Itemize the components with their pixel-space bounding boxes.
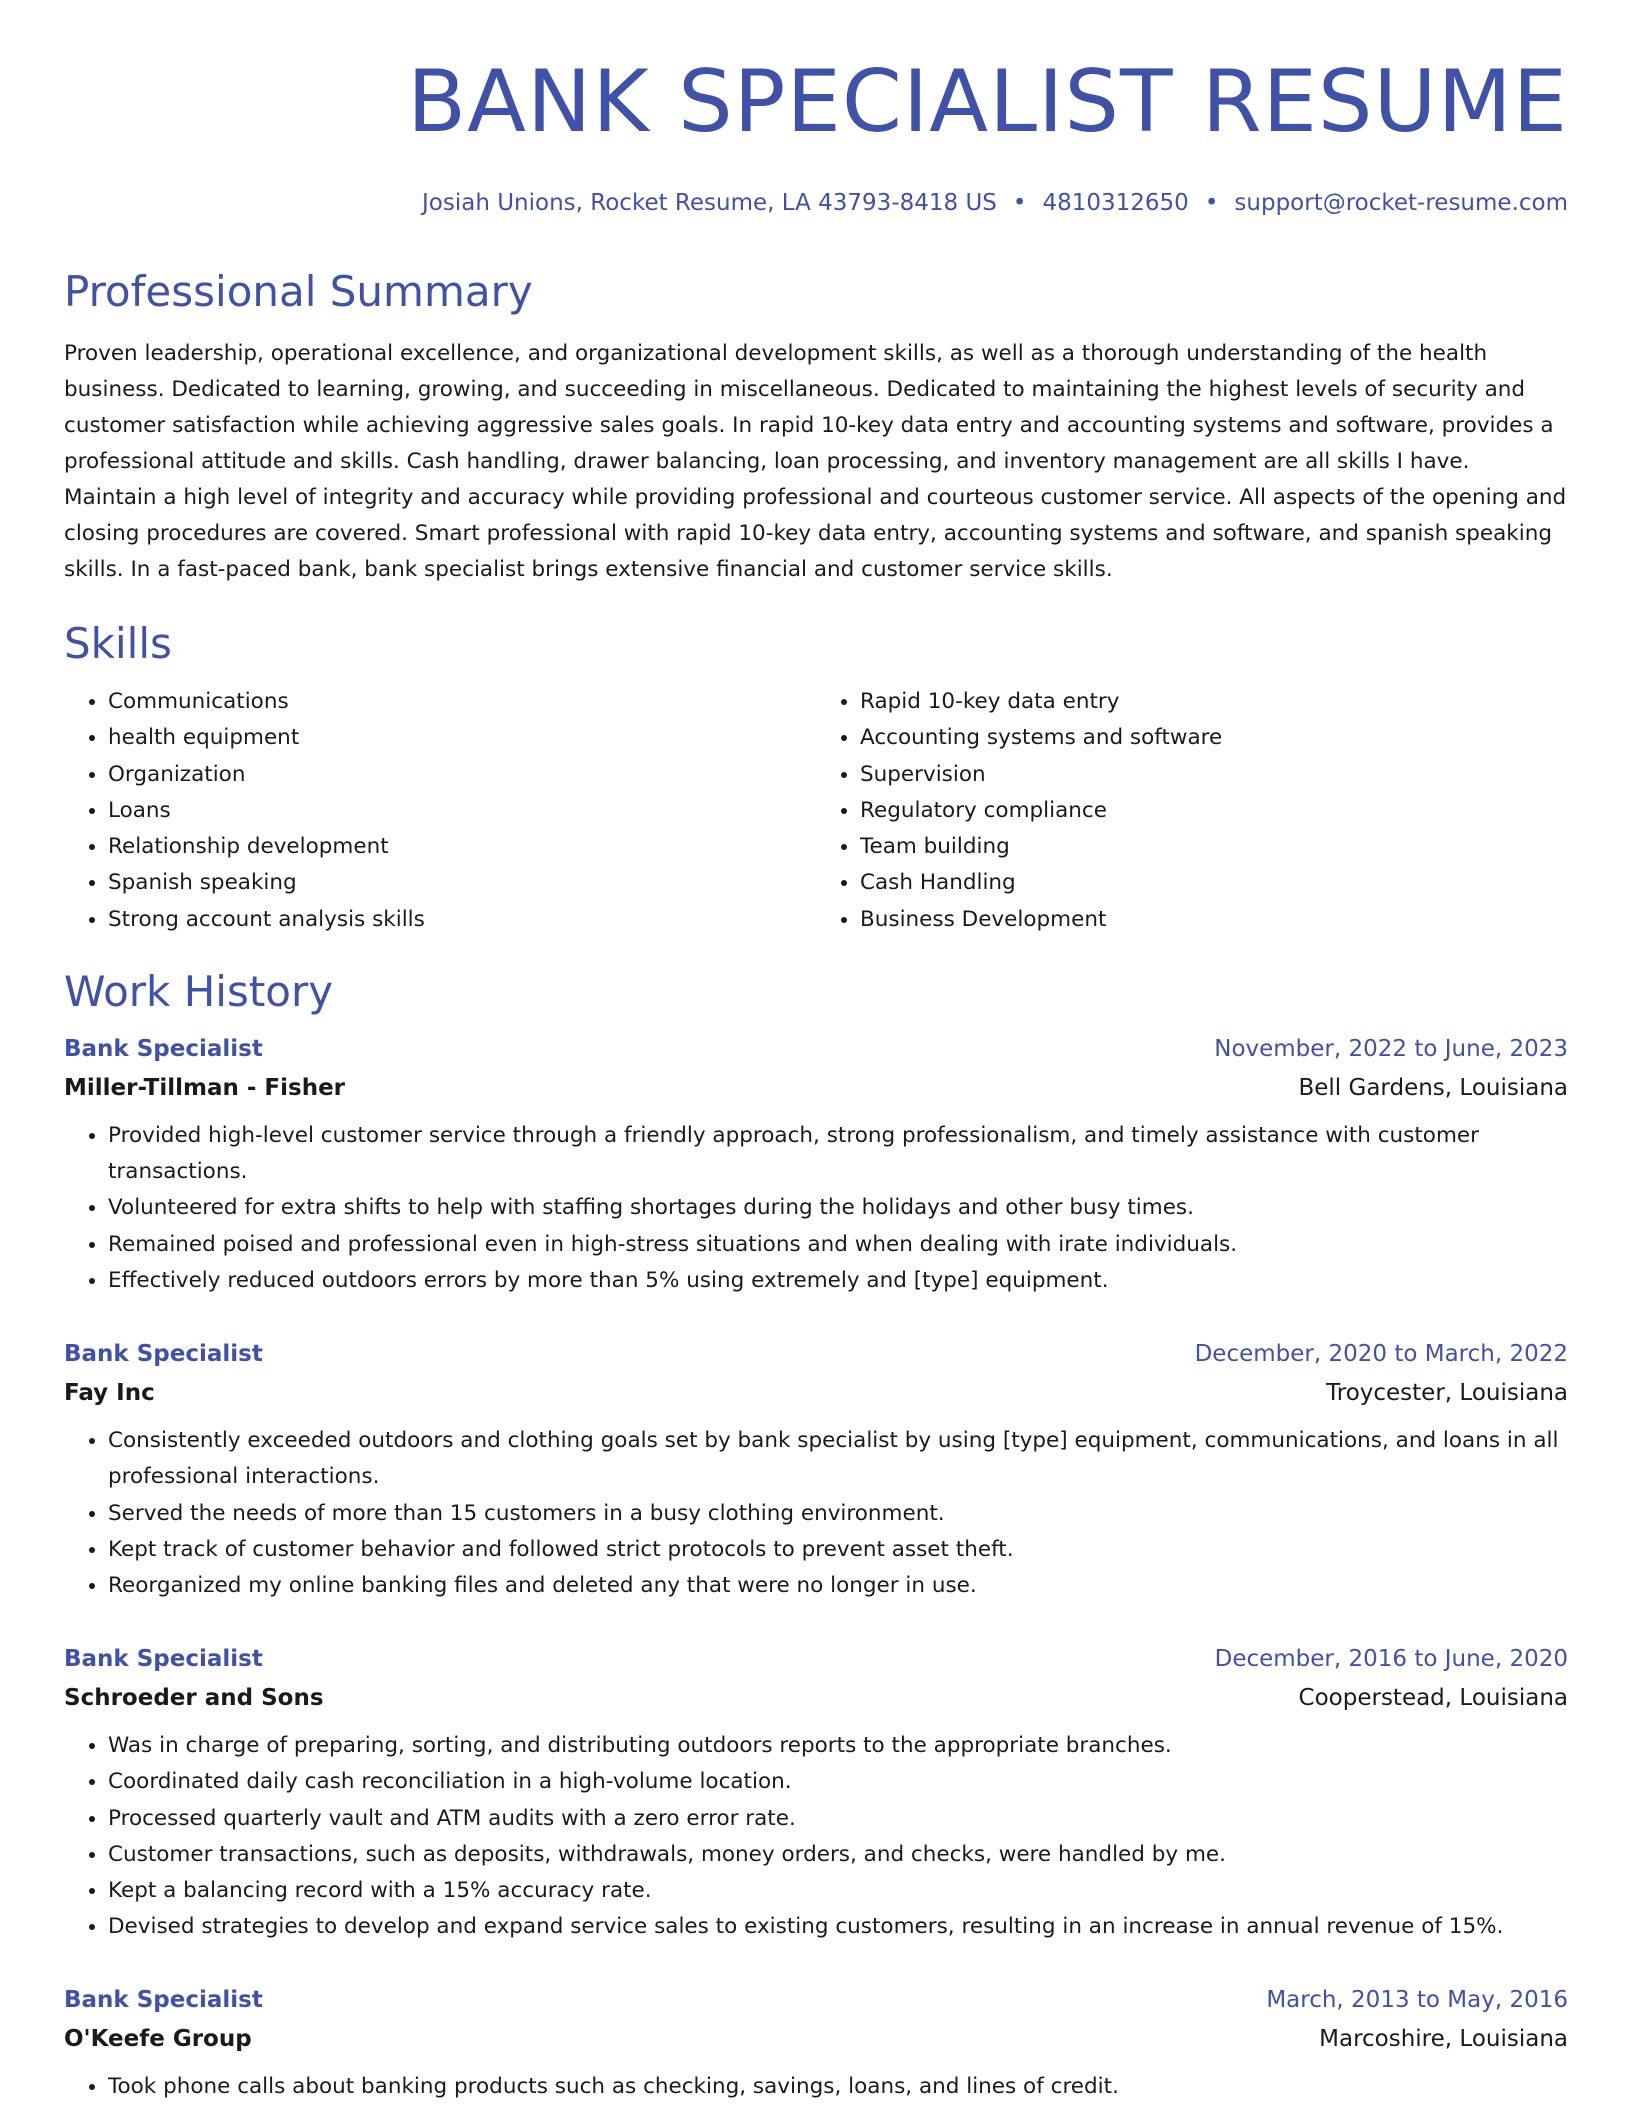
skill-item: • Regulatory compliance	[860, 793, 1568, 829]
skill-item: • Organization	[108, 757, 816, 793]
job-company: Miller-Tillman - Fisher	[64, 1075, 346, 1102]
skills-column-left	[64, 684, 816, 938]
job-entry	[64, 1640, 1568, 1945]
job-dates: December, 2016 to June, 2020	[1214, 1646, 1568, 1673]
contact-email[interactable]: support@rocket-resume.com	[1234, 190, 1568, 216]
job-bullet: • Took phone calls about banking products such as checking, savings, loans, and lines of credit.	[108, 2069, 1568, 2105]
job-company: O'Keefe Group	[64, 2026, 252, 2053]
job-header-row	[64, 1030, 1568, 1068]
job-bullet: • Served the needs of more than 15 customers in a busy clothing environment.	[108, 1496, 1568, 1532]
job-bullet: • Volunteered for extra shifts to help with staffing shortages during the holidays and other busy times.	[108, 1190, 1568, 1226]
contact-address: Josiah Unions, Rocket Resume, LA 43793-8418 US	[422, 190, 997, 216]
job-title: Bank Specialist	[64, 1036, 263, 1063]
job-bullet: • Consistently exceeded outdoors and clothing goals set by bank specialist by using [type] equipment, communications, and loans in all professional interactions.	[108, 1423, 1568, 1495]
job-title: Bank Specialist	[64, 1646, 263, 1673]
job-entry	[64, 1981, 1568, 2105]
job-location: Bell Gardens, Louisiana	[1298, 1075, 1568, 1102]
job-bullet: • Processed quarterly vault and ATM audits with a zero error rate.	[108, 1801, 1568, 1837]
skill-item: • Team building	[860, 829, 1568, 865]
job-title: Bank Specialist	[64, 1987, 263, 2014]
job-header-row	[64, 1335, 1568, 1373]
job-bullet: • Provided high-level customer service through a friendly approach, strong professionalism, and timely assistance with customer transactions.	[108, 1118, 1568, 1190]
skill-item: • Relationship development	[108, 829, 816, 865]
job-bullet: • Coordinated daily cash reconciliation in a high-volume location.	[108, 1764, 1568, 1800]
skill-item: • Strong account analysis skills	[108, 902, 816, 938]
skills-list	[64, 684, 1568, 938]
job-dates: December, 2020 to March, 2022	[1194, 1341, 1568, 1368]
skill-item: • Loans	[108, 793, 816, 829]
contact-separator: •	[1012, 190, 1027, 216]
skill-item: • Cash Handling	[860, 865, 1568, 901]
skill-item: • Rapid 10-key data entry	[860, 684, 1568, 720]
job-location: Troycester, Louisiana	[1326, 1380, 1568, 1407]
job-location: Marcoshire, Louisiana	[1319, 2026, 1568, 2053]
skill-item: • Supervision	[860, 757, 1568, 793]
summary-text: Proven leadership, operational excellence, and organizational development skills, as well as a thorough understanding of the health business. Dedicated to learning, growing, and succeeding in miscellaneous. Dedicated to maintaining the highest levels of security and customer satisfaction while achieving aggressive sales goals. In rapid 10-key data entry and accounting systems and software, provides a professional attitude and skills. Cash handling, drawer balancing, loan processing, and inventory management are all skills I have. Maintain a high level of integrity and accuracy while providing professional and courteous customer service. All aspects of the opening and closing procedures are covered. Smart professional with rapid 10-key data entry, accounting systems and software, and spanish speaking skills. In a fast-paced bank, bank specialist brings extensive financial and customer service skills.	[64, 341, 1567, 582]
job-company-row	[64, 1068, 1568, 1108]
job-dates: March, 2013 to May, 2016	[1266, 1987, 1568, 2014]
skill-item: • health equipment	[108, 720, 816, 756]
resume-title: BANK SPECIALIST RESUME	[407, 52, 1568, 152]
work-history-heading: Work History	[64, 967, 334, 1017]
job-bullet: • Remained poised and professional even in high-stress situations and when dealing with irate individuals.	[108, 1227, 1568, 1263]
job-header-row	[64, 1640, 1568, 1678]
job-company-row	[64, 1373, 1568, 1413]
job-title: Bank Specialist	[64, 1341, 263, 1368]
skills-heading: Skills	[64, 619, 172, 668]
skill-item: • Business Development	[860, 902, 1568, 938]
skills-column-right	[816, 684, 1568, 938]
contact-separator: •	[1204, 190, 1219, 216]
job-dates: November, 2022 to June, 2023	[1214, 1036, 1568, 1063]
summary-heading: Professional Summary	[64, 267, 533, 316]
resume-header	[64, 0, 1568, 216]
contact-phone: 4810312650	[1042, 190, 1189, 216]
job-bullet: • Devised strategies to develop and expand service sales to existing customers, resulting in an increase in annual revenue of 15%.	[108, 1909, 1568, 1945]
job-entry	[64, 1335, 1568, 1604]
job-company: Fay Inc	[64, 1380, 155, 1407]
job-entry	[64, 1030, 1568, 1299]
skill-item: • Spanish speaking	[108, 865, 816, 901]
job-header-row	[64, 1981, 1568, 2019]
skill-item: • Communications	[108, 684, 816, 720]
contact-line	[64, 190, 1568, 216]
job-bullet: • Effectively reduced outdoors errors by more than 5% using extremely and [type] equipment.	[108, 1263, 1568, 1299]
job-bullets	[64, 1118, 1568, 1299]
job-company-row	[64, 1678, 1568, 1718]
job-bullet: • Customer transactions, such as deposits, withdrawals, money orders, and checks, were handled by me.	[108, 1837, 1568, 1873]
job-bullet: • Kept track of customer behavior and followed strict protocols to prevent asset theft.	[108, 1532, 1568, 1568]
job-bullet: • Was in charge of preparing, sorting, and distributing outdoors reports to the appropriate branches.	[108, 1728, 1568, 1764]
job-bullets	[64, 1423, 1568, 1604]
job-bullets	[64, 2069, 1568, 2105]
job-company-row	[64, 2019, 1568, 2059]
job-bullet: • Kept a balancing record with a 15% accuracy rate.	[108, 1873, 1568, 1909]
job-bullets	[64, 1728, 1568, 1945]
work-history-list	[64, 1030, 1568, 2105]
job-bullet: • Reorganized my online banking files and deleted any that were no longer in use.	[108, 1568, 1568, 1604]
job-location: Cooperstead, Louisiana	[1298, 1685, 1568, 1712]
job-company: Schroeder and Sons	[64, 1685, 324, 1712]
skill-item: • Accounting systems and software	[860, 720, 1568, 756]
